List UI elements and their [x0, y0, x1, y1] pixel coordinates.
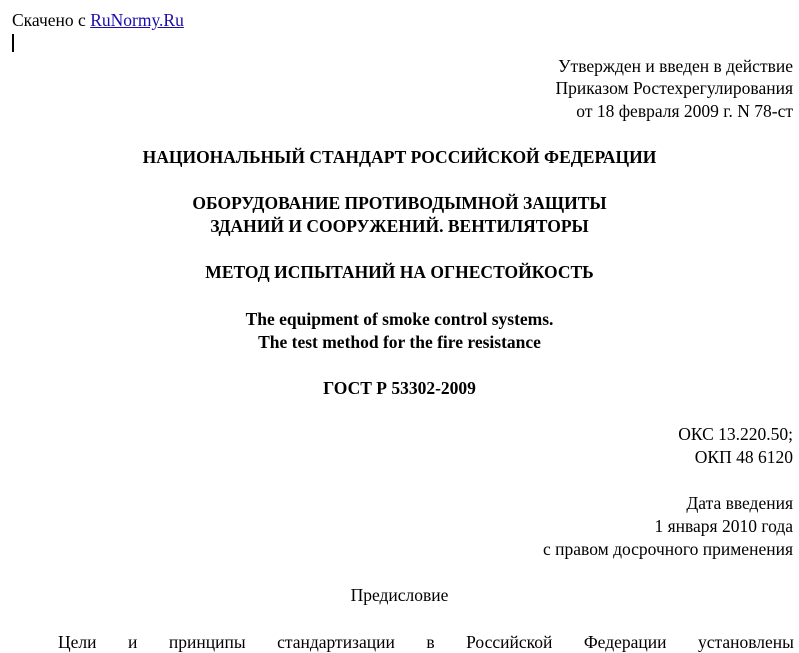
download-source [12, 9, 184, 31]
foreword-word: Цели [58, 632, 97, 652]
standard-type-heading: НАЦИОНАЛЬНЫЙ СТАНДАРТ РОССИЙСКОЙ ФЕДЕРАЦИИ [142, 147, 657, 167]
subject-heading-line-1: ОБОРУДОВАНИЕ ПРОТИВОДЫМНОЙ ЗАЩИТЫ [192, 193, 607, 213]
foreword-word: стандартизации [277, 632, 395, 652]
okp-code: ОКП 48 6120 [694, 447, 793, 467]
foreword-word: установлены [698, 632, 794, 652]
approval-line-2: Приказом Ростехрегулирования [555, 78, 793, 98]
early-application-note: с правом досрочного применения [543, 539, 793, 559]
effective-date: 1 января 2010 года [654, 516, 793, 536]
approval-line-1: Утвержден и введен в действие [558, 56, 793, 76]
english-title-line-2: The test method for the fire resistance [258, 332, 541, 352]
effective-date-label: Дата введения [686, 493, 793, 513]
foreword-word: и [128, 632, 138, 652]
oks-code: ОКС 13.220.50; [678, 424, 793, 444]
foreword-word: принципы [168, 632, 246, 652]
subject-heading-line-2: ЗДАНИЙ И СООРУЖЕНИЙ. ВЕНТИЛЯТОРЫ [210, 216, 589, 236]
foreword-word: Российской [466, 632, 553, 652]
gost-number: ГОСТ Р 53302-2009 [323, 378, 476, 398]
foreword-word: Федерации [583, 632, 667, 652]
approval-line-3: от 18 февраля 2009 г. N 78-ст [576, 101, 793, 121]
download-prefix: Скачено с [12, 10, 86, 30]
english-title-line-1: The equipment of smoke control systems. [245, 309, 554, 329]
text-cursor [12, 34, 14, 52]
runormy-link[interactable]: RuNormy.Ru [90, 10, 184, 30]
method-heading: МЕТОД ИСПЫТАНИЙ НА ОГНЕСТОЙКОСТЬ [205, 262, 594, 282]
foreword-heading: Предисловие [350, 585, 449, 605]
foreword-word: в [426, 632, 435, 652]
